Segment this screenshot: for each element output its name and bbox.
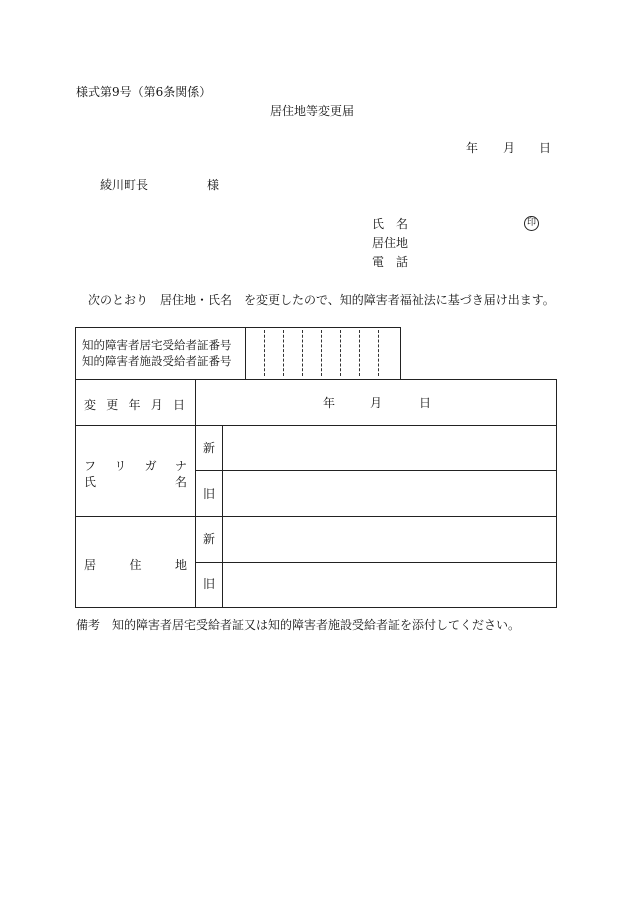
name-label-char: 氏 <box>84 475 97 489</box>
date-month-label: 月 <box>503 141 516 155</box>
address-label-char: 住 <box>129 558 142 572</box>
date-day-label: 日 <box>539 141 552 155</box>
change-date-label-char: 変 <box>84 398 97 412</box>
seal-icon: 印 <box>524 216 539 231</box>
form-number: 様式第9号（第6条関係） <box>76 85 212 99</box>
addressee-honorific: 様 <box>207 178 220 192</box>
name-new-label: 新 <box>203 441 216 455</box>
addressee-name: 綾川町長 <box>100 178 149 192</box>
address-old-label: 旧 <box>203 577 216 591</box>
furigana-label-char: フ <box>84 459 97 473</box>
change-date-month: 月 <box>370 396 383 410</box>
change-date-label-char: 更 <box>106 398 119 412</box>
address-label <box>84 556 187 573</box>
name-label-char: 名 <box>174 475 187 489</box>
certificate-label-facility: 知的障害者施設受給者証番号 <box>82 354 232 368</box>
applicant-name-label-2: 名 <box>396 217 409 231</box>
name-old-label: 旧 <box>203 487 216 501</box>
applicant-address-label: 居住地 <box>372 236 409 250</box>
address-new-label: 新 <box>203 532 216 546</box>
furigana-label <box>84 457 187 474</box>
furigana-label-char: ガ <box>144 459 157 473</box>
furigana-label-char: ナ <box>174 459 187 473</box>
applicant-name-label-1: 氏 <box>372 217 385 231</box>
name-label <box>84 473 187 490</box>
remarks-text: 備考 知的障害者居宅受給者証又は知的障害者施設受給者証を添付してください。 <box>76 618 521 632</box>
change-date-label-char: 年 <box>128 398 141 412</box>
change-date-label <box>84 396 185 413</box>
certificate-label-home: 知的障害者居宅受給者証番号 <box>82 338 232 352</box>
date-year-label: 年 <box>466 141 479 155</box>
applicant-phone-label-1: 電 <box>372 255 385 269</box>
address-label-char: 居 <box>84 558 97 572</box>
page-title: 居住地等変更届 <box>270 104 355 118</box>
change-date-day: 日 <box>419 396 432 410</box>
address-label-char: 地 <box>174 558 187 572</box>
statement-text: 次のとおり 居住地・氏名 を変更したので、知的障害者福祉法に基づき届け出ます。 <box>88 293 555 307</box>
change-date-label-char: 月 <box>150 398 163 412</box>
furigana-label-char: リ <box>114 459 127 473</box>
change-date-year: 年 <box>323 396 336 410</box>
applicant-phone-label-2: 話 <box>396 255 409 269</box>
change-date-label-char: 日 <box>172 398 185 412</box>
